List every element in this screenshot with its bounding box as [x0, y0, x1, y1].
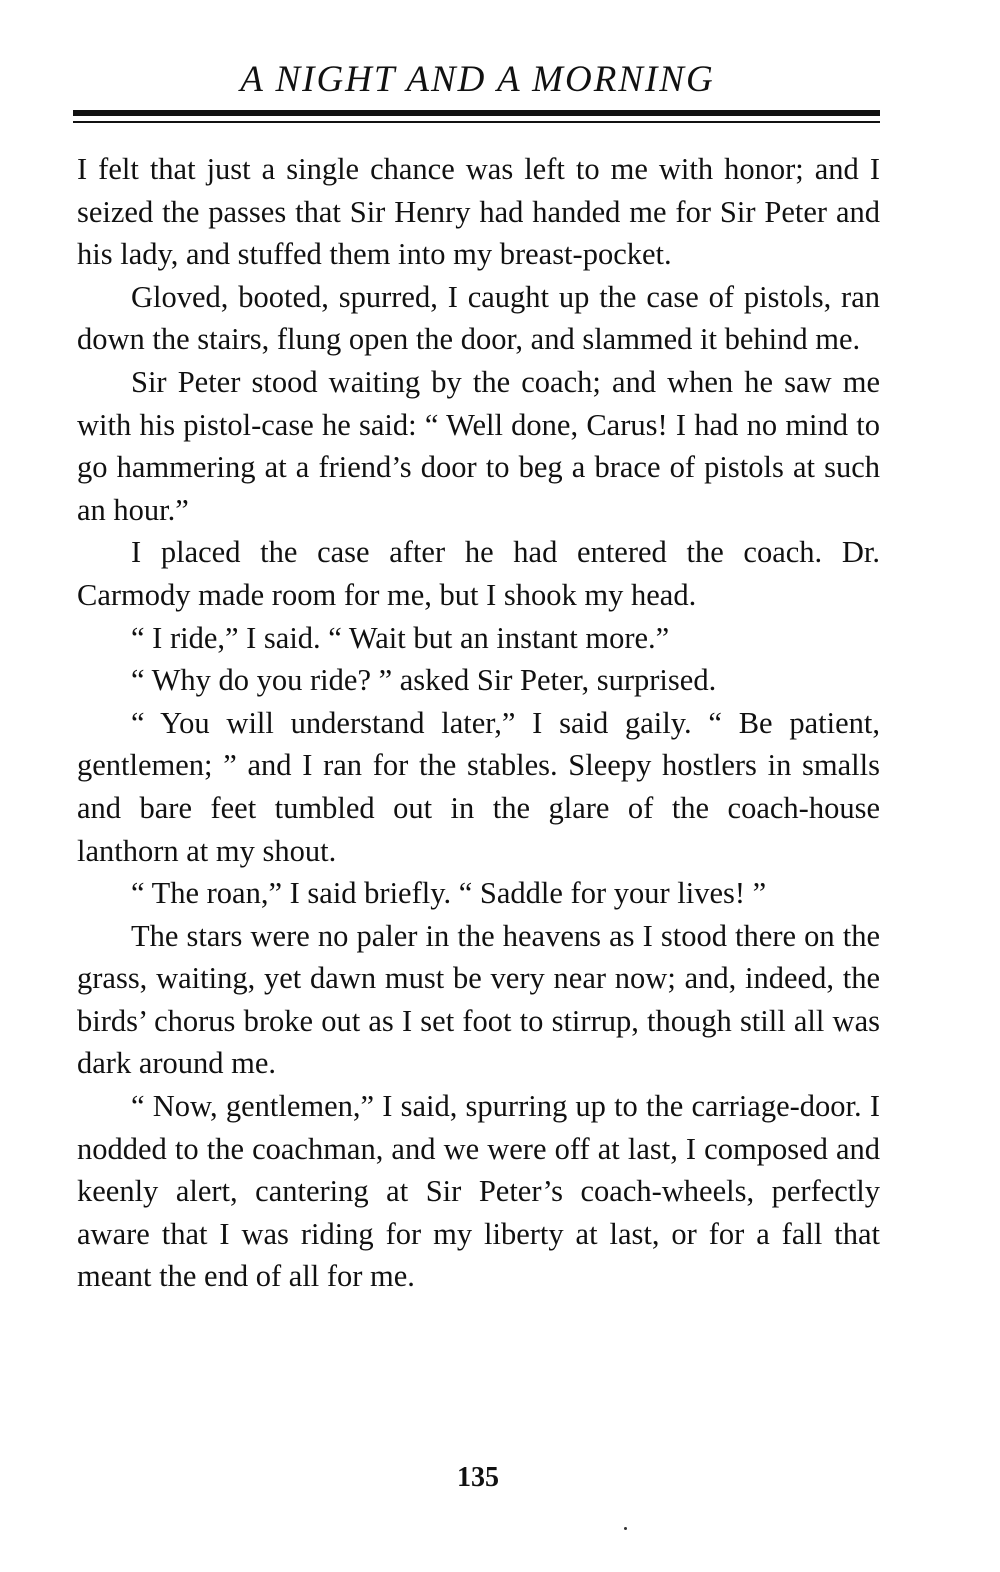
paragraph: “ Why do you ride? ” asked Sir Peter, surprised. — [131, 663, 717, 698]
print-speck — [624, 1527, 627, 1530]
paragraph: The stars were no paler in the heavens as I stood there on the grass, waiting, yet dawn must be very near now; and, indeed, the birds’ chorus broke out as I set foot to stirrup, though still all was dark around me. — [77, 918, 880, 1081]
paragraph: I placed the case after he had entered the coach. Dr. Carmody made room for me, but I shook my head. — [77, 535, 880, 612]
page-number: 135 — [457, 1462, 499, 1493]
paragraph: I felt that just a single chance was left to me with honor; and I seized the passes that Sir Henry had handed me for Sir Peter and his lady, and stuffed them into my breast-pocket. — [77, 152, 880, 272]
header-rule-thick — [73, 110, 880, 116]
paragraph: Sir Peter stood waiting by the coach; and when he saw me with his pistol-case he said: “ Well done, Carus! I had no mind to go hammering at a friend’s door to beg a brace of pistols at such an hour.” — [77, 364, 880, 527]
header-rule-thin — [73, 121, 880, 123]
paragraph: “ Now, gentlemen,” I said, spurring up to the carriage-door. I nodded to the coachman, and we were off at last, I composed and keenly alert, cantering at Sir Peter’s coach-wheels, perfectly aware that I was riding for my liberty at last, or for a fall that meant the end of all for me. — [77, 1089, 880, 1294]
running-title: A NIGHT AND A MORNING — [240, 59, 715, 100]
paragraph: Gloved, booted, spurred, I caught up the case of pistols, ran down the stairs, flung open the door, and slammed it behind me. — [77, 279, 880, 357]
paragraph: “ You will understand later,” I said gaily. “ Be patient, gentlemen; ” and I ran for the stables. Sleepy hostlers in smalls and bare feet tumbled out in the glare of the coach-house lanthorn at my shout. — [77, 705, 880, 868]
paragraph: “ I ride,” I said. “ Wait but an instant more.” — [131, 620, 670, 655]
paragraph: “ The roan,” I said briefly. “ Saddle for your lives! ” — [131, 876, 767, 911]
body-text — [77, 148, 880, 1298]
